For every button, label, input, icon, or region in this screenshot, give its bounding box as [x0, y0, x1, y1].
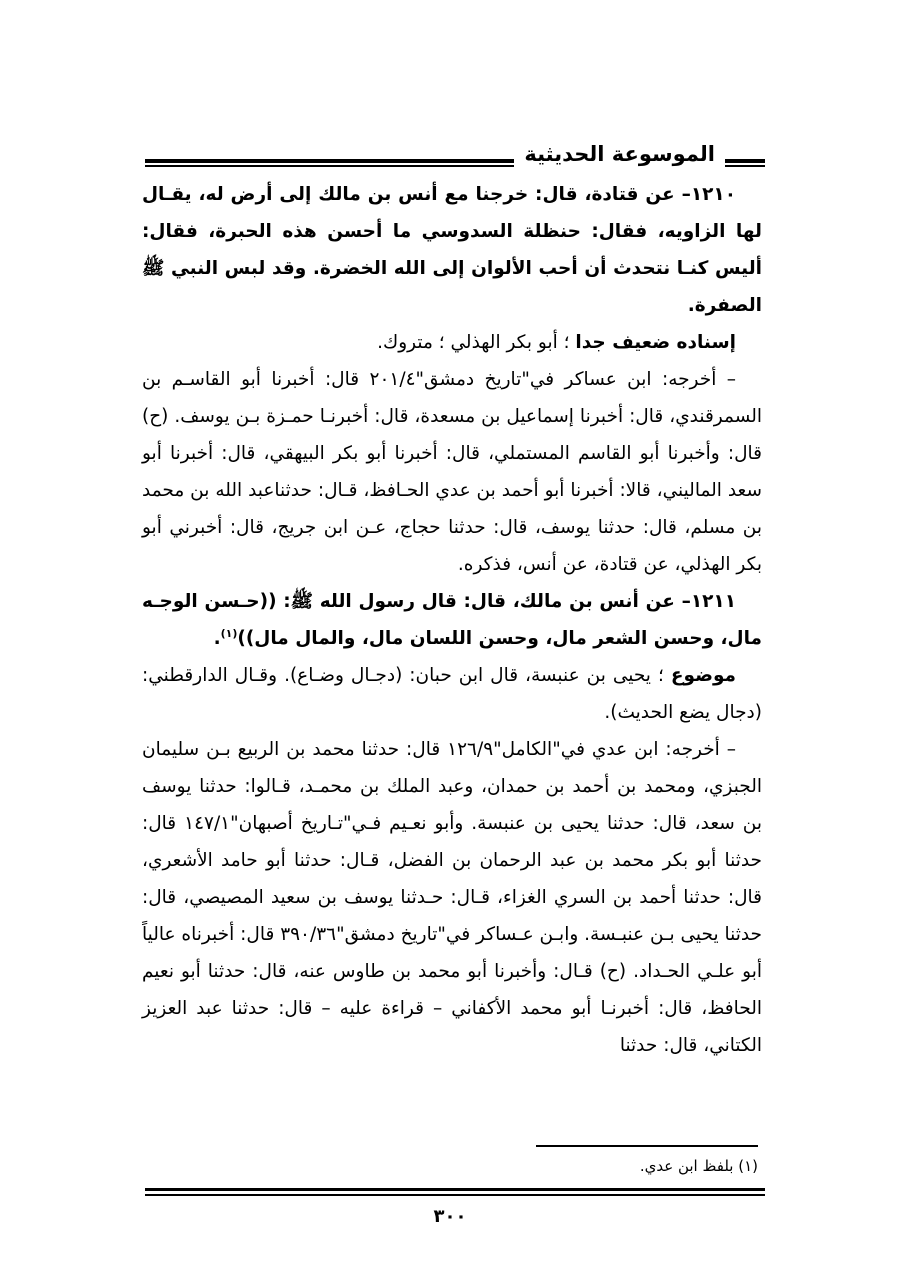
running-header [145, 139, 765, 169]
hadith-1211-tail: . [213, 628, 221, 649]
hadith-1211-grading [142, 657, 762, 731]
footnote-separator [536, 1145, 758, 1147]
hadith-1210-takhrij: – أخرجه: ابن عساكر في"تاريخ دمشق"٢٠١/٤ قال: أخبرنا أبو القاسـم بن السمرقندي، قال: أخبرنا إسماعيل بن مسعدة، قال: أخبرنـا حمـزة بـن يوسف. (ح) قال: وأخبرنا أبو القاسم المستملي، قال: أخبرنا أبو بكر البيهقي، قال: أخبرنا أبو سعد الماليني، قالا: أخبرنا أبو أحمد بن عدي الحـافظ، قـال: حدثناعبد الله بن محمد بن مسلم، قال: حدثنا يوسف، قال: حدثنا حجاج، عـن ابن جريج، قال: أخبرني أبو بكر الهذلي، عن قتادة، عن أنس، فذكره. [142, 369, 762, 575]
hadith-1211-takhrij: – أخرجه: ابن عدي في"الكامل"١٢٦/٩ قال: حدثنا محمد بن الربيع بـن سليمان الجبزي، ومحمد بن أحمد بن حمدان، وعبد الملك بن محمـد، قـالوا: حدثنا يوسف بن سعد، قال: حدثنا يحيى بن عنبسة. وأبو نعـيم فـي"تـاريخ أصبهان"١٤٧/١ قال: حدثنا أبو بكر محمد بن عبد الرحمان بن الفضل، قـال: حدثنا أبو حامد الأشعري، قال: حدثنا أحمد بن السري الغزاء، قـال: حـدثنا يوسف بن سعيد المصيصي، قال: حدثنا يحيى بـن عنبـسة. وابـن عـساكر في"تاريخ دمشق"٣٩٠/٣٦ قال: أخبرناه عالياً أبو علـي الحـداد. (ح) قـال: وأخبرنا أبو محمد بن طاوس عنه، قال: حدثنا أبو نعيم الحافظ، قال: أخبرنـا أبو محمد الأكفاني – قراءة عليه – قال: حدثنا عبد العزيز الكتاني، قال: حدثنا [142, 739, 762, 1056]
hadith-1211 [142, 583, 762, 657]
footnote-reference[interactable]: (١) [220, 626, 238, 640]
grading-text: ؛ أبو بكر الهذلي ؛ متروك. [377, 332, 576, 353]
page-number: ٣٠٠ [433, 1206, 467, 1227]
header-title: الموسوعة الحديثية [514, 139, 725, 169]
grading-label: إسناده ضعيف جدا [575, 332, 736, 353]
hadith-1210-grading [142, 324, 762, 361]
hadith-1210: ١٢١٠– عن قتادة، قال: خرجنا مع أنس بن مالك إلى أرض له، يقـال لها الزاويه، فقال: حنظلة السدوسي ما أحسن هذه الحبرة، فقال: أليس كنـا نتحدث أن أحب الألوان إلى الله الخضرة. وقد لبس النبي ﷺ الصفرة. [142, 184, 762, 316]
footnote: (١) بلفظ ابن عدي. [639, 1157, 758, 1175]
grading-text: ؛ يحيى بن عنبسة، قال ابن حبان: (دجـال وضـاع). وقـال الدارقطني: (دجال يضع الحديث). [142, 665, 762, 723]
footer-rule-thin [145, 1194, 765, 1196]
header-rule-stub [729, 159, 765, 163]
hadith-1211-text: ١٢١١– عن أنس بن مالك، قال: قال رسول الله ﷺ: ((حـسن الوجـه مال، وحسن الشعر مال، وحسن اللسان مال، والمال مال)) [142, 591, 762, 649]
main-text [142, 176, 762, 1064]
footer-rule-thick [145, 1188, 765, 1191]
grading-label: موضوع [670, 665, 736, 686]
